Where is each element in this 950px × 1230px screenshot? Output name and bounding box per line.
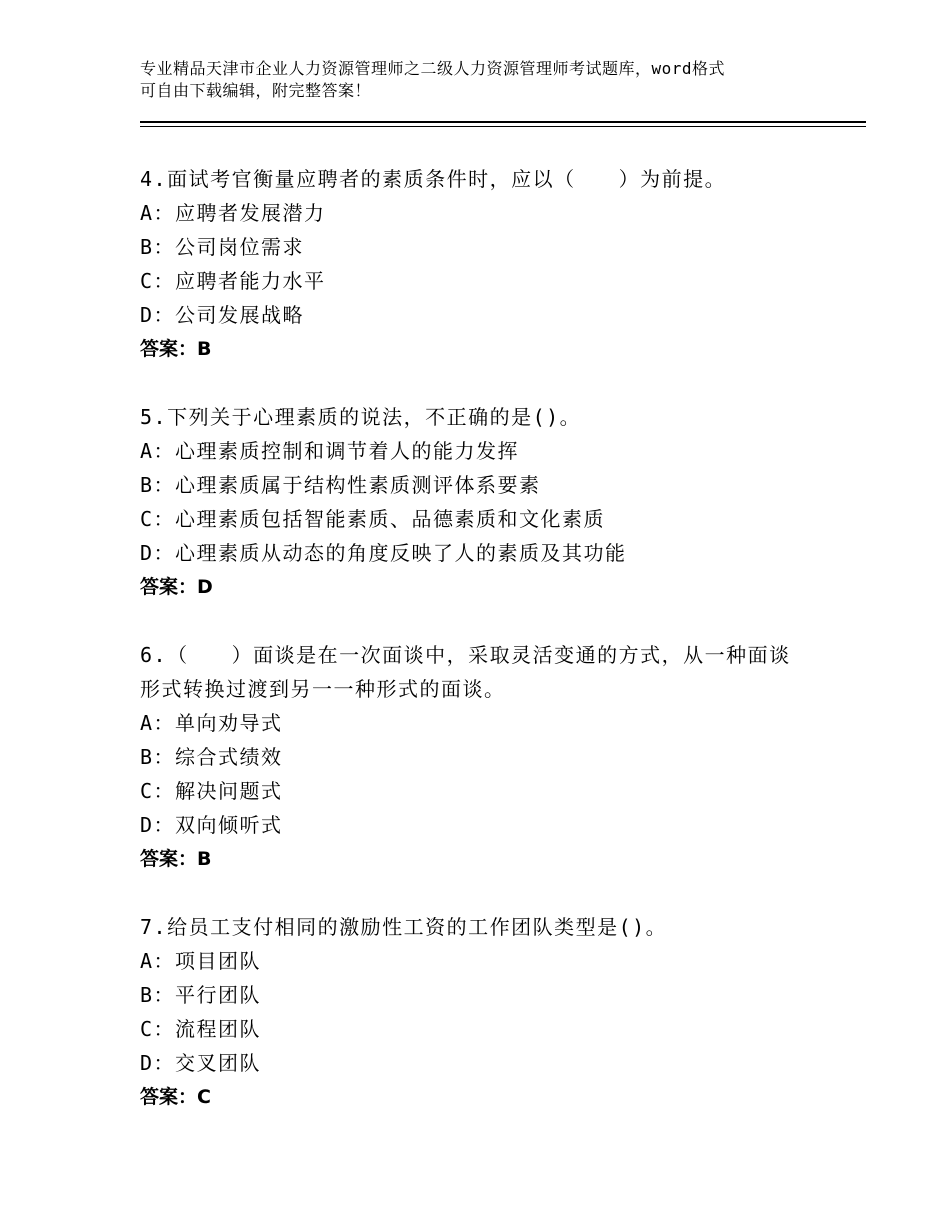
option-c: C：流程团队 — [140, 1017, 262, 1041]
question-stem: 4.面试考官衡量应聘者的素质条件时，应以（ ）为前提。 — [140, 167, 727, 191]
question-block-7 — [140, 910, 840, 1114]
option-b: B：平行团队 — [140, 983, 262, 1007]
answer-label: 答案：B — [140, 848, 212, 870]
answer-label: 答案：B — [140, 338, 212, 360]
option-a: A：心理素质控制和调节着人的能力发挥 — [140, 439, 520, 463]
answer-label: 答案：D — [140, 576, 213, 598]
option-b: B：综合式绩效 — [140, 745, 283, 769]
option-c: C：心理素质包括智能素质、品德素质和文化素质 — [140, 507, 606, 531]
question-stem-line-1: 6.（ ）面谈是在一次面谈中，采取灵活变通的方式，从一种面谈 — [140, 643, 791, 667]
question-block-6 — [140, 638, 840, 876]
option-d: D：公司发展战略 — [140, 303, 305, 327]
option-b: B：心理素质属于结构性素质测评体系要素 — [140, 473, 541, 497]
answer-label: 答案：C — [140, 1086, 211, 1108]
header-title-line-1: 专业精品天津市企业人力资源管理师之二级人力资源管理师考试题库，word格式 — [140, 59, 726, 78]
header-divider-thick — [140, 121, 866, 123]
option-b: B：公司岗位需求 — [140, 235, 305, 259]
question-block-5 — [140, 400, 840, 604]
option-a: A：项目团队 — [140, 949, 262, 973]
option-d: D：交叉团队 — [140, 1051, 262, 1075]
option-a: A：单向劝导式 — [140, 711, 283, 735]
option-c: C：解决问题式 — [140, 779, 283, 803]
question-stem: 5.下列关于心理素质的说法，不正确的是()。 — [140, 405, 582, 429]
header-title-line-2: 可自由下载编辑，附完整答案！ — [140, 81, 372, 100]
option-c: C：应聘者能力水平 — [140, 269, 326, 293]
option-a: A：应聘者发展潜力 — [140, 201, 326, 225]
document-header — [140, 58, 820, 102]
question-block-4 — [140, 162, 840, 366]
question-stem: 7.给员工支付相同的激励性工资的工作团队类型是()。 — [140, 915, 668, 939]
option-d: D：心理素质从动态的角度反映了人的素质及其功能 — [140, 541, 627, 565]
question-stem-line-2: 形式转换过渡到另一一种形式的面谈。 — [140, 677, 506, 701]
header-divider-thin — [140, 126, 866, 127]
option-d: D：双向倾听式 — [140, 813, 283, 837]
